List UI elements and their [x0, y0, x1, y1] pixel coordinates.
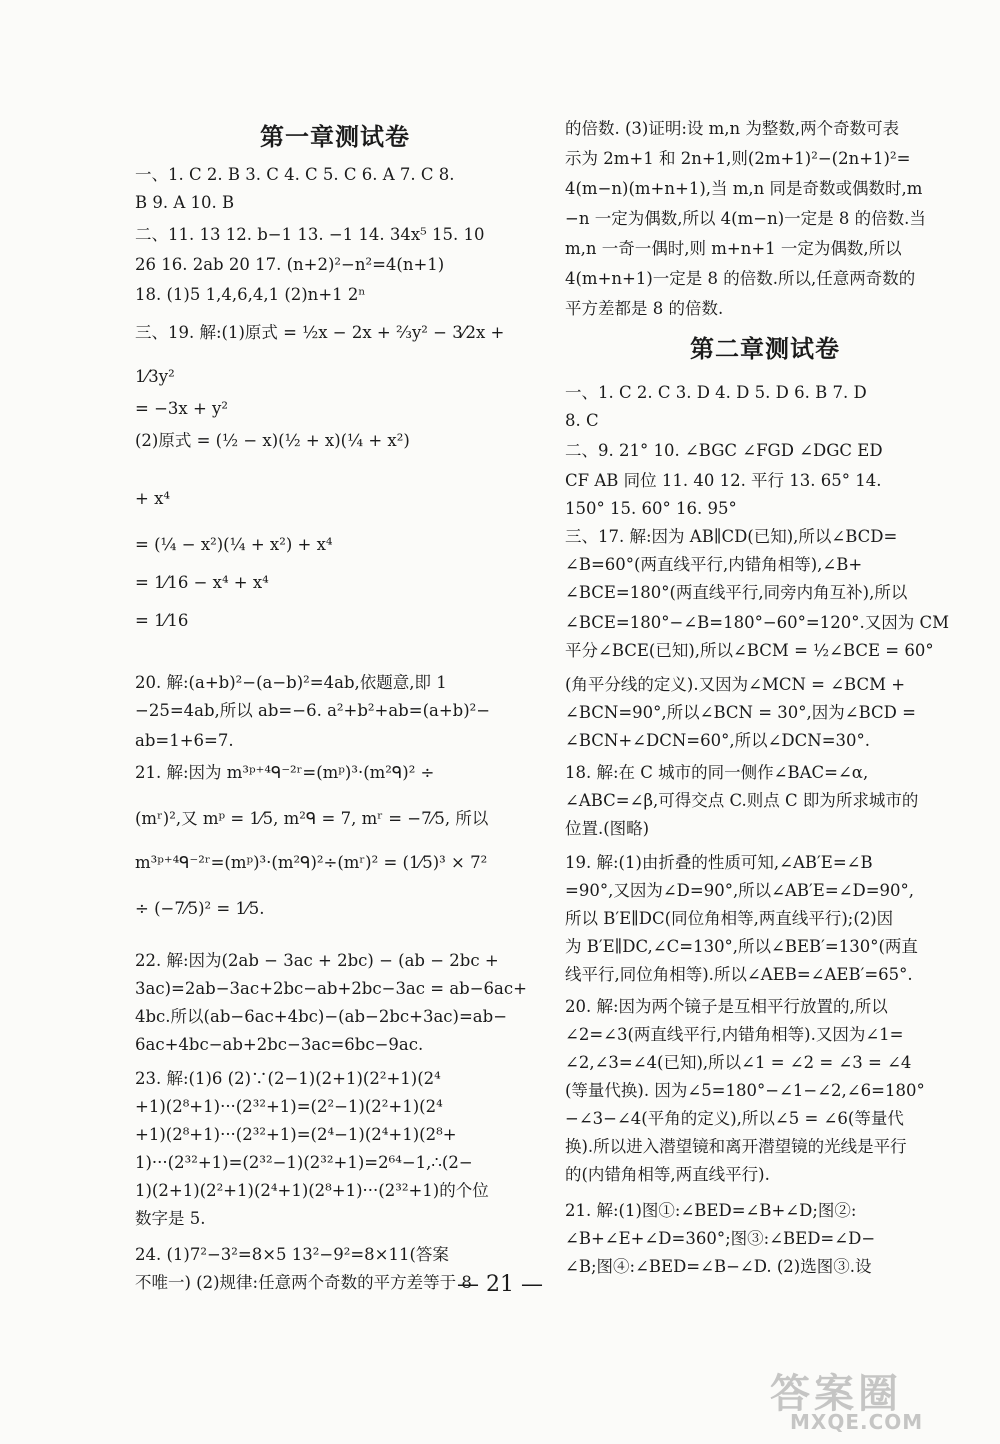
text-line: ∠B=60°(两直线平行,内错角相等),∠B+	[565, 555, 863, 574]
text-line: =90°,又因为∠D=90°,所以∠AB′E=∠D=90°,	[565, 881, 915, 900]
text-line: = 1⁄16 − x⁴ + x⁴	[135, 573, 269, 592]
text-line: 一、1. C 2. B 3. C 4. C 5. C 6. A 7. C 8.	[135, 165, 455, 184]
watermark-text: 答案圈	[770, 1371, 902, 1417]
text-line: ∠2,∠3=∠4(已知),所以∠1 = ∠2 = ∠3 = ∠4	[565, 1053, 912, 1072]
text-line: 一、1. C 2. C 3. D 4. D 5. D 6. B 7. D	[565, 383, 867, 402]
text-line: (mʳ)²,又 mᵖ = 1⁄5, m²ᑫ = 7, mʳ = −7⁄5, 所以	[135, 809, 489, 828]
text-line: ab=1+6=7.	[135, 731, 234, 750]
text-line: + x⁴	[135, 489, 170, 508]
text-line: 1)···(2³²+1)=(2³²−1)(2³²+1)=2⁶⁴−1,∴(2−	[135, 1153, 473, 1172]
text-line: 的(内错角相等,两直线平行).	[565, 1165, 770, 1184]
text-line: −25=4ab,所以 ab=−6. a²+b²+ab=(a+b)²−	[135, 701, 491, 720]
text-line: ∠B;图④:∠BED=∠B−∠D. (2)选图③.设	[565, 1257, 872, 1276]
text-line: 21. 解:(1)图①:∠BED=∠B+∠D;图②:	[565, 1201, 857, 1220]
text-line: 19. 解:(1)由折叠的性质可知,∠AB′E=∠B	[565, 853, 873, 872]
text-line: 18. (1)5 1,4,6,4,1 (2)n+1 2ⁿ	[135, 285, 366, 304]
text-line: 1)(2+1)(2²+1)(2⁴+1)(2⁸+1)···(2³²+1)的个位	[135, 1181, 489, 1200]
text-line: ∠2=∠3(两直线平行,内错角相等).又因为∠1=	[565, 1025, 904, 1044]
text-line: (角平分线的定义).又因为∠MCN = ∠BCM +	[565, 675, 906, 694]
text-line: 22. 解:因为(2ab − 3ac + 2bc) − (ab − 2bc +	[135, 951, 499, 970]
text-line: 线平行,同位角相等).所以∠AEB=∠AEB′=65°.	[565, 965, 913, 984]
text-line: 二、11. 13 12. b−1 13. −1 14. 34x⁵ 15. 10	[135, 225, 485, 244]
text-line: (等量代换). 因为∠5=180°−∠1−∠2,∠6=180°	[565, 1081, 925, 1100]
text-line: 150° 15. 60° 16. 95°	[565, 499, 737, 518]
text-line: 不唯一) (2)规律:任意两个奇数的平方差等于 8	[135, 1273, 472, 1292]
chapter-2-heading: 第二章测试卷	[690, 335, 840, 363]
text-line: ∠ABC=∠β,可得交点 C.则点 C 即为所求城市的	[565, 791, 919, 810]
text-line: ∠BCN=90°,所以∠BCN = 30°,因为∠BCD =	[565, 703, 916, 722]
text-line: 4(m−n)(m+n+1),当 m,n 同是奇数或偶数时,m	[565, 179, 923, 198]
text-line: 20. 解:(a+b)²−(a−b)²=4ab,依题意,即 1	[135, 673, 447, 692]
text-line: 位置.(图略)	[565, 819, 650, 838]
text-line: 4bc.所以(ab−6ac+4bc)−(ab−2bc+3ac)=ab−	[135, 1007, 508, 1026]
text-line: 24. (1)7²−3²=8×5 13²−9²=8×11(答案	[135, 1245, 449, 1264]
text-line: +1)(2⁸+1)···(2³²+1)=(2⁴−1)(2⁴+1)(2⁸+	[135, 1125, 457, 1144]
text-line: 20. 解:因为两个镜子是互相平行放置的,所以	[565, 997, 888, 1016]
text-line: 的倍数. (3)证明:设 m,n 为整数,两个奇数可表	[565, 119, 900, 138]
text-line: ÷ (−7⁄5)² = 1⁄5.	[135, 899, 265, 918]
page-number: — 21 —	[457, 1272, 543, 1297]
text-line: = (¼ − x²)(¼ + x²) + x⁴	[135, 535, 333, 554]
watermark-logo	[750, 1362, 990, 1442]
text-line: 示为 2m+1 和 2n+1,则(2m+1)²−(2n+1)²=	[565, 149, 911, 168]
text-line: m,n 一奇一偶时,则 m+n+1 一定为偶数,所以	[565, 239, 902, 258]
text-line: ∠BCE=180°(两直线平行,同旁内角互补),所以	[565, 583, 908, 602]
text-line: 21. 解:因为 m³ᵖ⁺⁴ᑫ⁻²ʳ=(mᵖ)³·(m²ᑫ)² ÷	[135, 763, 435, 782]
text-line: = 1⁄16	[135, 611, 189, 630]
text-line: 6ac+4bc−ab+2bc−3ac=6bc−9ac.	[135, 1035, 424, 1054]
text-line: ∠BCN+∠DCN=60°,所以∠DCN=30°.	[565, 731, 871, 750]
text-line: 换).所以进入潜望镜和离开潜望镜的光线是平行	[565, 1137, 907, 1156]
text-line: 三、19. 解:(1)原式 = ½x − 2x + ⅔y² − 3⁄2x +	[135, 323, 505, 342]
text-line: 三、17. 解:因为 AB∥CD(已知),所以∠BCD=	[565, 527, 898, 546]
text-line: 18. 解:在 C 城市的同一侧作∠BAC=∠α,	[565, 763, 869, 782]
text-line: (2)原式 = (½ − x)(½ + x)(¼ + x²)	[135, 431, 410, 450]
text-line: CF AB 同位 11. 40 12. 平行 13. 65° 14.	[565, 471, 882, 490]
text-line: B 9. A 10. B	[135, 193, 235, 212]
text-line: 数字是 5.	[135, 1209, 206, 1228]
text-line: 23. 解:(1)6 (2)∵(2−1)(2+1)(2²+1)(2⁴	[135, 1069, 441, 1088]
text-line: 二、9. 21° 10. ∠BGC ∠FGD ∠DGC ED	[565, 441, 883, 460]
text-line: m³ᵖ⁺⁴ᑫ⁻²ʳ=(mᵖ)³·(m²ᑫ)²÷(mʳ)² = (1⁄5)³ × 7²	[135, 853, 488, 872]
text-line: ∠B+∠E+∠D=360°;图③:∠BED=∠D−	[565, 1229, 876, 1248]
text-line: ∠BCE=180°−∠B=180°−60°=120°.又因为 CM	[565, 613, 949, 632]
watermark-url: MXQE.COM	[790, 1410, 924, 1434]
text-line: 3ac)=2ab−3ac+2bc−ab+2bc−3ac = ab−6ac+	[135, 979, 527, 998]
text-line: 所以 B′E∥DC(同位角相等,两直线平行);(2)因	[565, 909, 894, 928]
text-line: 平方差都是 8 的倍数.	[565, 299, 724, 318]
text-line: +1)(2⁸+1)···(2³²+1)=(2²−1)(2²+1)(2⁴	[135, 1097, 443, 1116]
text-line: 平分∠BCE(已知),所以∠BCM = ½∠BCE = 60°	[565, 641, 934, 660]
text-line: = −3x + y²	[135, 399, 228, 418]
text-line: 26 16. 2ab 20 17. (n+2)²−n²=4(n+1)	[135, 255, 445, 274]
text-line: −∠3−∠4(平角的定义),所以∠5 = ∠6(等量代	[565, 1109, 904, 1128]
chapter-1-heading: 第一章测试卷	[260, 123, 410, 151]
text-line: 4(m+n+1)一定是 8 的倍数.所以,任意两奇数的	[565, 269, 916, 288]
text-line: 8. C	[565, 411, 599, 430]
text-line: 1⁄3y²	[135, 367, 175, 386]
text-line: 为 B′E∥DC,∠C=130°,所以∠BEB′=130°(两直	[565, 937, 918, 956]
text-line: −n 一定为偶数,所以 4(m−n)一定是 8 的倍数.当	[565, 209, 926, 228]
